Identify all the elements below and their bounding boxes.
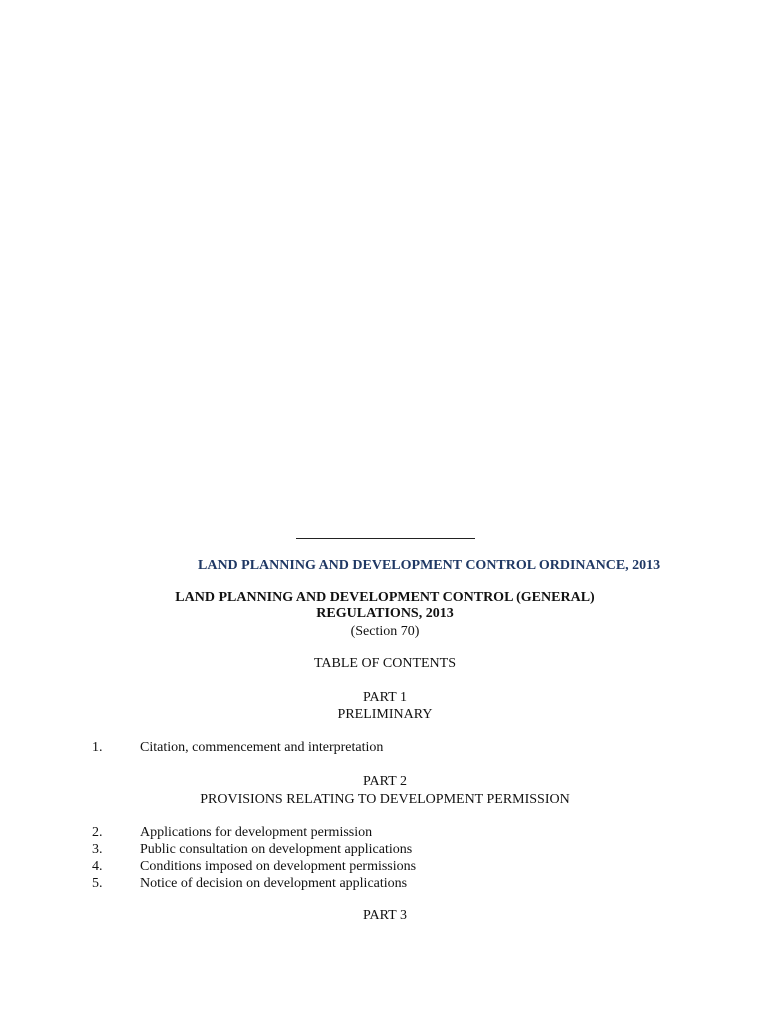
part-1-label: PART 1 [363, 690, 407, 705]
toc-entry-number: 1. [92, 740, 103, 755]
part-1-title: PRELIMINARY [337, 707, 433, 722]
separator-rule [296, 538, 475, 539]
toc-entry-text: Citation, commencement and interpretation [140, 740, 384, 755]
toc-entry-number: 4. [92, 859, 103, 874]
toc-entry-number: 3. [92, 842, 103, 857]
part-3-label: PART 3 [363, 908, 407, 923]
toc-entry-text: Notice of decision on development applications [140, 876, 408, 891]
part-2-label: PART 2 [363, 774, 407, 789]
section-reference: (Section 70) [350, 624, 420, 639]
toc-entry-text: Conditions imposed on development permissions [140, 859, 417, 874]
part-2-title: PROVISIONS RELATING TO DEVELOPMENT PERMISSION [200, 792, 570, 807]
ordinance-title: LAND PLANNING AND DEVELOPMENT CONTROL ORDINANCE, 2013 [198, 558, 661, 573]
regulations-title-line2: REGULATIONS, 2013 [316, 606, 454, 621]
toc-entry-text: Public consultation on development applications [140, 842, 413, 857]
regulations-title-line1: LAND PLANNING AND DEVELOPMENT CONTROL (GENERAL) [175, 590, 595, 605]
toc-entry-number: 2. [92, 825, 103, 840]
toc-entry-number: 5. [92, 876, 103, 891]
toc-heading: TABLE OF CONTENTS [314, 656, 456, 671]
toc-entry-text: Applications for development permission [140, 825, 373, 840]
